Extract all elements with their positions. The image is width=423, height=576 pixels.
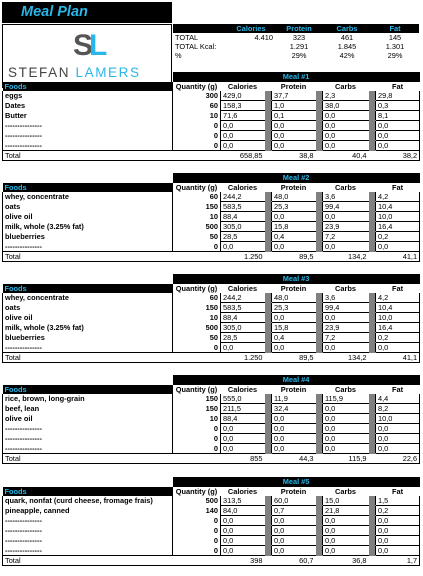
total-label: Total bbox=[3, 454, 173, 464]
total-label: Total bbox=[3, 353, 173, 363]
food-name[interactable]: milk, whole (3.25% fat) bbox=[3, 323, 173, 333]
food-row bbox=[3, 111, 420, 121]
meal-table bbox=[2, 375, 420, 464]
food-row bbox=[3, 212, 420, 222]
total-calories: 855 bbox=[221, 454, 265, 464]
protein-cell: 0,0 bbox=[272, 343, 316, 353]
protein-cell: 48,0 bbox=[272, 293, 316, 303]
food-row bbox=[3, 496, 420, 506]
protein-cell: 0,0 bbox=[272, 444, 316, 454]
meal-table bbox=[2, 477, 420, 566]
food-name[interactable]: oats bbox=[3, 303, 173, 313]
logo-brand: STEFAN LAMERS bbox=[8, 65, 141, 80]
quantity-cell[interactable]: 10 bbox=[173, 111, 221, 121]
food-row bbox=[3, 526, 420, 536]
food-name[interactable]: rice, brown, long-grain bbox=[3, 394, 173, 404]
calories-cell: 555,0 bbox=[221, 394, 265, 404]
fat-cell: 0,0 bbox=[376, 131, 420, 141]
carbs-cell: 3,6 bbox=[323, 192, 369, 202]
calories-cell: 429,0 bbox=[221, 91, 265, 101]
page-title: Meal Plan bbox=[21, 4, 88, 20]
food-row bbox=[3, 444, 420, 454]
protein-cell: 0,0 bbox=[272, 546, 316, 556]
calories-cell: 305,0 bbox=[221, 222, 265, 232]
title-bar bbox=[2, 2, 172, 23]
total-fat: 38,2 bbox=[376, 151, 420, 161]
calories-cell: 0,0 bbox=[221, 121, 265, 131]
calories-cell: 88,4 bbox=[221, 313, 265, 323]
protein-cell: 0,0 bbox=[272, 526, 316, 536]
quantity-header: Quantity (g) bbox=[173, 487, 221, 497]
food-row bbox=[3, 313, 420, 323]
calories-cell: 0,0 bbox=[221, 424, 265, 434]
carbs-cell: 2,3 bbox=[323, 91, 369, 101]
fat-cell: 0,0 bbox=[376, 516, 420, 526]
fat-cell: 0,0 bbox=[376, 444, 420, 454]
summary-header: Fat bbox=[371, 24, 419, 33]
quantity-cell[interactable]: 0 bbox=[173, 343, 221, 353]
fat-cell: 0,2 bbox=[376, 506, 420, 516]
calories-cell: 583,5 bbox=[221, 202, 265, 212]
quantity-header: Quantity (g) bbox=[173, 385, 221, 395]
carbs-cell: 0,0 bbox=[323, 242, 369, 252]
fat-cell: 0,0 bbox=[376, 434, 420, 444]
food-name[interactable]: olive oil bbox=[3, 313, 173, 323]
food-name[interactable]: oats bbox=[3, 202, 173, 212]
food-row bbox=[3, 424, 420, 434]
calories-header: Calories bbox=[221, 183, 265, 193]
protein-header: Protein bbox=[272, 487, 316, 497]
quantity-cell[interactable]: 0 bbox=[173, 131, 221, 141]
calories-cell: 158,3 bbox=[221, 101, 265, 111]
fat-header: Fat bbox=[376, 385, 420, 395]
total-row bbox=[3, 252, 420, 262]
quantity-cell[interactable]: 10 bbox=[173, 414, 221, 424]
quantity-cell[interactable]: 0 bbox=[173, 424, 221, 434]
carbs-cell: 0,0 bbox=[323, 516, 369, 526]
carbs-cell: 0,0 bbox=[323, 313, 369, 323]
food-name[interactable]: --------------- bbox=[3, 121, 173, 131]
quantity-cell[interactable]: 500 bbox=[173, 496, 221, 506]
quantity-cell[interactable]: 0 bbox=[173, 526, 221, 536]
food-row bbox=[3, 141, 420, 151]
total-fat: 1,7 bbox=[376, 556, 420, 566]
carbs-cell: 38,0 bbox=[323, 101, 369, 111]
carbs-cell: 99,4 bbox=[323, 202, 369, 212]
meal-title: Meal #3 bbox=[173, 274, 420, 284]
foods-header: Foods bbox=[3, 82, 173, 92]
fat-cell: 0,0 bbox=[376, 121, 420, 131]
carbs-cell: 23,9 bbox=[323, 222, 369, 232]
food-name[interactable]: --------------- bbox=[3, 526, 173, 536]
calories-cell: 84,0 bbox=[221, 506, 265, 516]
carbs-cell: 0,0 bbox=[323, 343, 369, 353]
protein-cell: 48,0 bbox=[272, 192, 316, 202]
foods-header: Foods bbox=[3, 284, 173, 294]
carbs-cell: 0,0 bbox=[323, 444, 369, 454]
foods-header: Foods bbox=[3, 385, 173, 395]
fat-cell: 0,3 bbox=[376, 101, 420, 111]
quantity-cell[interactable]: 0 bbox=[173, 546, 221, 556]
total-protein: 60,7 bbox=[272, 556, 316, 566]
food-row bbox=[3, 222, 420, 232]
quantity-cell[interactable]: 500 bbox=[173, 323, 221, 333]
carbs-cell: 0,0 bbox=[323, 141, 369, 151]
carbs-cell: 0,0 bbox=[323, 111, 369, 121]
calories-cell: 305,0 bbox=[221, 323, 265, 333]
fat-cell: 4,2 bbox=[376, 293, 420, 303]
total-row bbox=[3, 454, 420, 464]
food-row bbox=[3, 131, 420, 141]
carbs-cell: 0,0 bbox=[323, 434, 369, 444]
protein-cell: 37,7 bbox=[272, 91, 316, 101]
fat-header: Fat bbox=[376, 183, 420, 193]
food-name[interactable]: quark, nonfat (curd cheese, fromage frais) bbox=[3, 496, 173, 506]
quantity-cell[interactable]: 50 bbox=[173, 333, 221, 343]
quantity-cell[interactable]: 0 bbox=[173, 434, 221, 444]
summary-header: Calories bbox=[227, 24, 275, 33]
food-name[interactable]: --------------- bbox=[3, 434, 173, 444]
quantity-header: Quantity (g) bbox=[173, 284, 221, 294]
calories-cell: 211,5 bbox=[221, 404, 265, 414]
quantity-cell[interactable]: 0 bbox=[173, 242, 221, 252]
calories-cell: 0,0 bbox=[221, 516, 265, 526]
food-name[interactable]: blueberries bbox=[3, 232, 173, 242]
calories-cell: 88,4 bbox=[221, 414, 265, 424]
food-name[interactable]: whey, concentrate bbox=[3, 293, 173, 303]
meal-table bbox=[2, 72, 420, 161]
calories-cell: 0,0 bbox=[221, 526, 265, 536]
protein-cell: 0,1 bbox=[272, 111, 316, 121]
protein-cell: 0,0 bbox=[272, 212, 316, 222]
protein-cell: 1,0 bbox=[272, 101, 316, 111]
calories-cell: 244,2 bbox=[221, 293, 265, 303]
quantity-cell[interactable]: 140 bbox=[173, 506, 221, 516]
total-carbs: 134,2 bbox=[323, 353, 369, 363]
quantity-cell[interactable]: 10 bbox=[173, 212, 221, 222]
fat-cell: 10,0 bbox=[376, 212, 420, 222]
fat-cell: 16,4 bbox=[376, 222, 420, 232]
meal-table bbox=[2, 173, 420, 262]
total-carbs: 40,4 bbox=[323, 151, 369, 161]
total-carbs: 134,2 bbox=[323, 252, 369, 262]
protein-cell: 0,0 bbox=[272, 424, 316, 434]
carbs-cell: 0,0 bbox=[323, 546, 369, 556]
calories-cell: 583,5 bbox=[221, 303, 265, 313]
total-row bbox=[3, 151, 420, 161]
quantity-cell[interactable]: 60 bbox=[173, 101, 221, 111]
fat-header: Fat bbox=[376, 82, 420, 92]
food-row bbox=[3, 303, 420, 313]
carbs-cell: 15,0 bbox=[323, 496, 369, 506]
protein-cell: 0,4 bbox=[272, 333, 316, 343]
food-name[interactable]: --------------- bbox=[3, 444, 173, 454]
meal-section bbox=[2, 173, 419, 262]
total-calories: 1.250 bbox=[221, 353, 265, 363]
quantity-cell[interactable]: 10 bbox=[173, 313, 221, 323]
quantity-cell[interactable]: 150 bbox=[173, 303, 221, 313]
carbs-header: Carbs bbox=[323, 82, 369, 92]
fat-header: Fat bbox=[376, 284, 420, 294]
summary-row: TOTAL Kcal: 1.291 1.845 1.301 bbox=[175, 42, 405, 51]
food-name[interactable]: Dates bbox=[3, 101, 173, 111]
total-protein: 89,5 bbox=[272, 353, 316, 363]
fat-cell: 10,4 bbox=[376, 303, 420, 313]
food-name[interactable]: --------------- bbox=[3, 131, 173, 141]
food-name[interactable]: olive oil bbox=[3, 414, 173, 424]
protein-cell: 15,8 bbox=[272, 222, 316, 232]
carbs-header: Carbs bbox=[323, 487, 369, 497]
meal-title: Meal #4 bbox=[173, 375, 420, 385]
calories-header: Calories bbox=[221, 385, 265, 395]
summary-header: Carbs bbox=[323, 24, 371, 33]
food-row bbox=[3, 546, 420, 556]
total-row bbox=[3, 556, 420, 566]
fat-cell: 8,2 bbox=[376, 404, 420, 414]
food-name[interactable]: --------------- bbox=[3, 242, 173, 252]
calories-cell: 0,0 bbox=[221, 141, 265, 151]
fat-cell: 10,0 bbox=[376, 414, 420, 424]
food-name[interactable]: --------------- bbox=[3, 343, 173, 353]
food-row bbox=[3, 323, 420, 333]
calories-header: Calories bbox=[221, 487, 265, 497]
quantity-cell[interactable]: 0 bbox=[173, 444, 221, 454]
carbs-cell: 115,9 bbox=[323, 394, 369, 404]
protein-cell: 32,4 bbox=[272, 404, 316, 414]
food-row bbox=[3, 506, 420, 516]
protein-header: Protein bbox=[272, 183, 316, 193]
carbs-cell: 7,2 bbox=[323, 232, 369, 242]
total-calories: 1.250 bbox=[221, 252, 265, 262]
fat-cell: 0,0 bbox=[376, 424, 420, 434]
protein-cell: 0,0 bbox=[272, 414, 316, 424]
protein-cell: 0,7 bbox=[272, 506, 316, 516]
food-name[interactable]: --------------- bbox=[3, 141, 173, 151]
quantity-cell[interactable]: 300 bbox=[173, 91, 221, 101]
food-name[interactable]: eggs bbox=[3, 91, 173, 101]
fat-cell: 0,0 bbox=[376, 526, 420, 536]
calories-cell: 0,0 bbox=[221, 434, 265, 444]
calories-cell: 244,2 bbox=[221, 192, 265, 202]
food-row bbox=[3, 101, 420, 111]
carbs-header: Carbs bbox=[323, 385, 369, 395]
food-name[interactable]: --------------- bbox=[3, 546, 173, 556]
carbs-cell: 0,0 bbox=[323, 424, 369, 434]
carbs-cell: 0,0 bbox=[323, 121, 369, 131]
protein-cell: 0,0 bbox=[272, 141, 316, 151]
protein-cell: 25,3 bbox=[272, 202, 316, 212]
summary-table bbox=[173, 24, 419, 60]
food-row bbox=[3, 536, 420, 546]
food-name[interactable]: olive oil bbox=[3, 212, 173, 222]
fat-cell: 4,4 bbox=[376, 394, 420, 404]
calories-cell: 0,0 bbox=[221, 546, 265, 556]
meal-title: Meal #5 bbox=[173, 477, 420, 487]
quantity-cell[interactable]: 150 bbox=[173, 394, 221, 404]
meal-section bbox=[2, 375, 419, 464]
calories-cell: 313,5 bbox=[221, 496, 265, 506]
meal-section bbox=[2, 72, 419, 161]
carbs-cell: 0,0 bbox=[323, 536, 369, 546]
fat-cell: 0,0 bbox=[376, 343, 420, 353]
summary-row: TOTAL 4.410 323 461 145 bbox=[175, 33, 402, 42]
meal-table bbox=[2, 274, 420, 363]
total-fat: 41,1 bbox=[376, 353, 420, 363]
meal-section bbox=[2, 477, 419, 566]
fat-cell: 1,5 bbox=[376, 496, 420, 506]
quantity-cell[interactable]: 0 bbox=[173, 536, 221, 546]
food-row bbox=[3, 434, 420, 444]
protein-cell: 0,0 bbox=[272, 313, 316, 323]
carbs-cell: 0,0 bbox=[323, 414, 369, 424]
food-name[interactable]: --------------- bbox=[3, 536, 173, 546]
total-label: Total bbox=[3, 556, 173, 566]
protein-cell: 60,0 bbox=[272, 496, 316, 506]
protein-cell: 0,0 bbox=[272, 131, 316, 141]
fat-cell: 8,1 bbox=[376, 111, 420, 121]
protein-cell: 0,0 bbox=[272, 516, 316, 526]
calories-header: Calories bbox=[221, 284, 265, 294]
carbs-cell: 0,0 bbox=[323, 131, 369, 141]
carbs-cell: 3,6 bbox=[323, 293, 369, 303]
food-row bbox=[3, 414, 420, 424]
calories-cell: 0,0 bbox=[221, 536, 265, 546]
foods-header: Foods bbox=[3, 487, 173, 497]
fat-cell: 10,0 bbox=[376, 313, 420, 323]
fat-cell: 0,0 bbox=[376, 536, 420, 546]
total-row bbox=[3, 353, 420, 363]
total-fat: 22,6 bbox=[376, 454, 420, 464]
carbs-cell: 23,9 bbox=[323, 323, 369, 333]
fat-cell: 4,2 bbox=[376, 192, 420, 202]
protein-cell: 11,9 bbox=[272, 394, 316, 404]
food-name[interactable]: --------------- bbox=[3, 516, 173, 526]
total-calories: 658,85 bbox=[221, 151, 265, 161]
fat-header: Fat bbox=[376, 487, 420, 497]
fat-cell: 0,0 bbox=[376, 242, 420, 252]
food-row bbox=[3, 232, 420, 242]
protein-cell: 0,0 bbox=[272, 242, 316, 252]
protein-cell: 15,8 bbox=[272, 323, 316, 333]
quantity-cell[interactable]: 60 bbox=[173, 293, 221, 303]
food-row bbox=[3, 192, 420, 202]
protein-header: Protein bbox=[272, 82, 316, 92]
fat-cell: 0,0 bbox=[376, 546, 420, 556]
food-row bbox=[3, 404, 420, 414]
food-row bbox=[3, 333, 420, 343]
food-name[interactable]: milk, whole (3.25% fat) bbox=[3, 222, 173, 232]
quantity-cell[interactable]: 50 bbox=[173, 232, 221, 242]
food-name[interactable]: --------------- bbox=[3, 424, 173, 434]
total-label: Total bbox=[3, 252, 173, 262]
protein-cell: 0,4 bbox=[272, 232, 316, 242]
carbs-cell: 7,2 bbox=[323, 333, 369, 343]
food-row bbox=[3, 242, 420, 252]
meal-title: Meal #2 bbox=[173, 173, 420, 183]
calories-cell: 71,6 bbox=[221, 111, 265, 121]
quantity-cell[interactable]: 0 bbox=[173, 516, 221, 526]
protein-cell: 0,0 bbox=[272, 434, 316, 444]
carbs-cell: 99,4 bbox=[323, 303, 369, 313]
carbs-header: Carbs bbox=[323, 284, 369, 294]
food-row bbox=[3, 91, 420, 101]
total-carbs: 36,8 bbox=[323, 556, 369, 566]
food-name[interactable]: blueberries bbox=[3, 333, 173, 343]
food-row bbox=[3, 394, 420, 404]
quantity-cell[interactable]: 150 bbox=[173, 202, 221, 212]
food-row bbox=[3, 202, 420, 212]
protein-cell: 25,3 bbox=[272, 303, 316, 313]
calories-cell: 0,0 bbox=[221, 131, 265, 141]
summary-header: Protein bbox=[275, 24, 323, 33]
fat-cell: 16,4 bbox=[376, 323, 420, 333]
fat-cell: 0,2 bbox=[376, 333, 420, 343]
food-row bbox=[3, 293, 420, 303]
calories-header: Calories bbox=[221, 82, 265, 92]
food-row bbox=[3, 343, 420, 353]
carbs-cell: 0,0 bbox=[323, 404, 369, 414]
total-protein: 89,5 bbox=[272, 252, 316, 262]
carbs-cell: 0,0 bbox=[323, 212, 369, 222]
foods-header: Foods bbox=[3, 183, 173, 193]
total-protein: 44,3 bbox=[272, 454, 316, 464]
calories-cell: 0,0 bbox=[221, 242, 265, 252]
quantity-header: Quantity (g) bbox=[173, 82, 221, 92]
calories-cell: 0,0 bbox=[221, 343, 265, 353]
quantity-cell[interactable]: 150 bbox=[173, 404, 221, 414]
food-row bbox=[3, 516, 420, 526]
total-fat: 41,1 bbox=[376, 252, 420, 262]
total-label: Total bbox=[3, 151, 173, 161]
calories-cell: 28,5 bbox=[221, 333, 265, 343]
quantity-cell[interactable]: 60 bbox=[173, 192, 221, 202]
fat-cell: 0,2 bbox=[376, 232, 420, 242]
carbs-cell: 0,0 bbox=[323, 526, 369, 536]
quantity-cell[interactable]: 500 bbox=[173, 222, 221, 232]
food-row bbox=[3, 121, 420, 131]
quantity-cell[interactable]: 0 bbox=[173, 121, 221, 131]
quantity-header: Quantity (g) bbox=[173, 183, 221, 193]
carbs-header: Carbs bbox=[323, 183, 369, 193]
meal-title: Meal #1 bbox=[173, 72, 420, 82]
quantity-cell[interactable]: 0 bbox=[173, 141, 221, 151]
protein-header: Protein bbox=[272, 284, 316, 294]
food-name[interactable]: Butter bbox=[3, 111, 173, 121]
food-name[interactable]: beef, lean bbox=[3, 404, 173, 414]
fat-cell: 0,0 bbox=[376, 141, 420, 151]
fat-cell: 29,8 bbox=[376, 91, 420, 101]
protein-header: Protein bbox=[272, 385, 316, 395]
logo-mark: SL bbox=[73, 29, 104, 62]
food-name[interactable]: whey, concentrate bbox=[3, 192, 173, 202]
total-calories: 398 bbox=[221, 556, 265, 566]
carbs-cell: 21,8 bbox=[323, 506, 369, 516]
summary-row: % 29% 42% 29% bbox=[175, 51, 403, 60]
food-name[interactable]: pineapple, canned bbox=[3, 506, 173, 516]
total-protein: 38,8 bbox=[272, 151, 316, 161]
calories-cell: 88,4 bbox=[221, 212, 265, 222]
protein-cell: 0,0 bbox=[272, 536, 316, 546]
calories-cell: 28,5 bbox=[221, 232, 265, 242]
calories-cell: 0,0 bbox=[221, 444, 265, 454]
meal-section bbox=[2, 274, 419, 363]
total-carbs: 115,9 bbox=[323, 454, 369, 464]
fat-cell: 10,4 bbox=[376, 202, 420, 212]
protein-cell: 0,0 bbox=[272, 121, 316, 131]
